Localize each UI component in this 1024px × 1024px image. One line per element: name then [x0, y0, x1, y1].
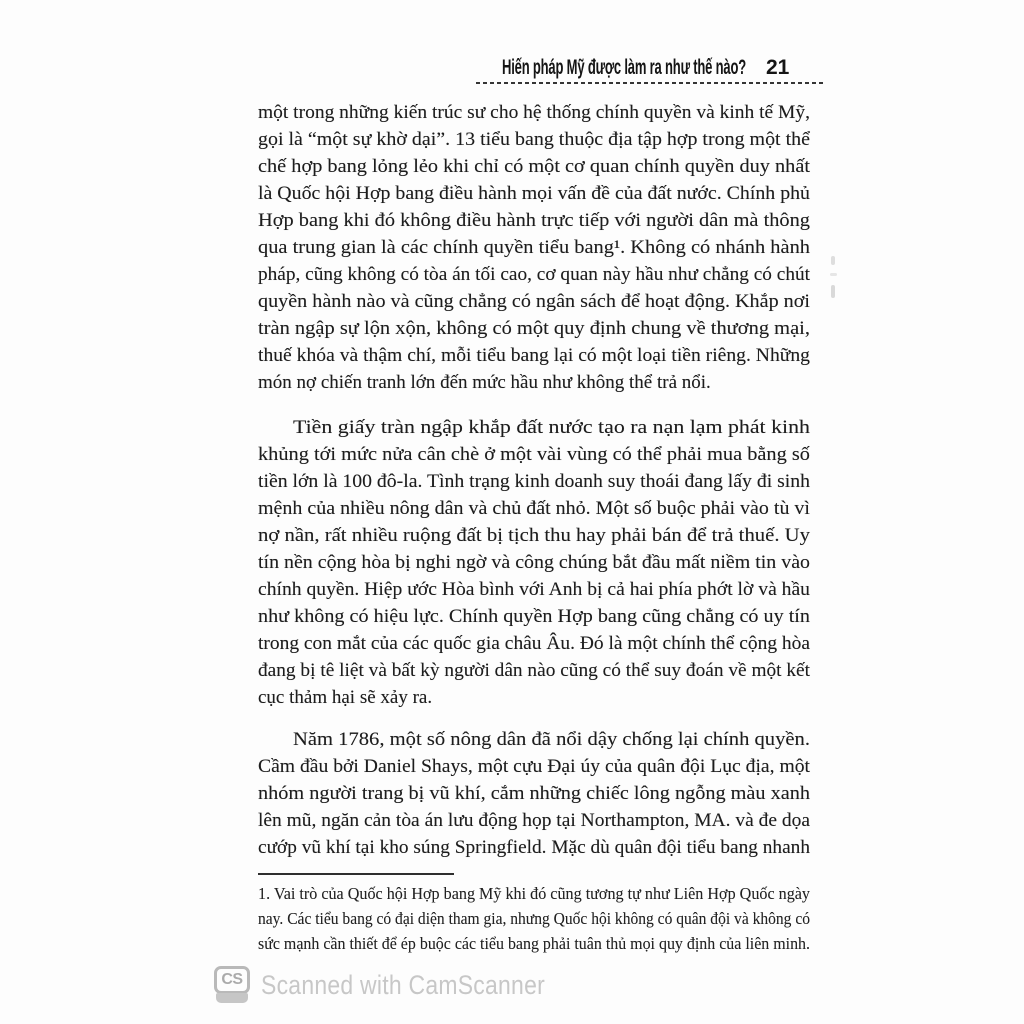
text-line	[258, 264, 810, 291]
paragraph	[258, 729, 810, 864]
text-line-content: như không có hiệu lực. Chính quyền Hợp bang cũng chẳng có uy tín	[258, 606, 810, 627]
text-line	[258, 756, 810, 783]
text-line	[258, 498, 810, 525]
text-line-content: nhóm người trang bị vũ khí, cắm những chiếc lông ngỗng màu xanh	[258, 783, 810, 804]
text-line-content: một trong những kiến trúc sư cho hệ thống chính quyền và kinh tế Mỹ,	[258, 102, 810, 123]
scan-artifact	[831, 256, 835, 265]
text-line	[258, 783, 810, 810]
text-line	[258, 810, 810, 837]
body-text-block	[258, 102, 810, 864]
text-line	[258, 318, 810, 345]
text-line	[258, 237, 810, 264]
text-line-content: khủng tới mức nửa cân chè ở một vài vùng có thể phải mua bằng số	[258, 444, 810, 465]
text-line	[258, 417, 810, 444]
text-line-content: tín nền cộng hòa bị nghi ngờ và công chúng bắt đầu mất niềm tin vào	[258, 552, 810, 573]
text-line	[258, 291, 810, 318]
text-line	[258, 372, 810, 399]
watermark-text	[261, 970, 545, 1002]
page-number: 21	[766, 56, 790, 79]
text-line-content: cướp vũ khí tại kho súng Springfield. Mặc dù quân đội tiểu bang nhanh	[258, 837, 810, 858]
text-line-content: là Quốc hội Hợp bang điều hành mọi vấn đề của đất nước. Chính phủ	[258, 183, 810, 204]
text-line-content: quyền hành nào và cũng chẳng có ngân sách để hoạt động. Khắp nơi	[258, 291, 810, 312]
text-line-content: Hợp bang khi đó không điều hành trực tiếp với người dân mà thông	[258, 210, 810, 231]
scan-artifact	[830, 273, 837, 276]
text-line-content: cục thảm hại sẽ xảy ra.	[258, 687, 433, 708]
camscanner-logo-base	[216, 993, 248, 1003]
text-line-content: thuế khóa và thậm chí, mỗi tiểu bang lại có một loại tiền riêng. Những	[258, 345, 810, 366]
text-line	[258, 837, 810, 864]
text-line	[258, 525, 810, 552]
paragraph	[258, 102, 810, 399]
footnote-line-content: sức mạnh cần thiết để ép buộc các tiểu bang phải tuân thủ mọi quy định của liên minh.	[258, 934, 810, 953]
text-line	[258, 102, 810, 129]
text-line	[258, 552, 810, 579]
text-line	[258, 633, 810, 660]
text-line-content: tiền lớn là 100 đô-la. Tình trạng kinh doanh suy thoái đang lấy đi sinh	[258, 471, 810, 492]
running-head-text: Hiến pháp Mỹ được làm ra như thế nào?	[502, 56, 746, 79]
footnote-line	[258, 884, 810, 909]
footnote-separator-rule	[258, 873, 454, 875]
footnote-line	[258, 934, 810, 959]
text-line	[258, 156, 810, 183]
text-line-content: nợ nần, rất nhiều ruộng đất bị tịch thu hay phải bán để trả thuế. Uy	[258, 525, 810, 546]
text-line	[258, 345, 810, 372]
text-line	[258, 210, 810, 237]
text-line-content: gọi là “một sự khờ dại”. 13 tiểu bang thuộc địa tập hợp trong một thể	[258, 129, 810, 150]
text-line	[258, 471, 810, 498]
footnote-block	[258, 884, 810, 959]
text-line	[258, 606, 810, 633]
header-dashed-rule	[476, 82, 823, 84]
text-line	[258, 183, 810, 210]
paragraph	[258, 417, 810, 714]
text-line-content: trong con mắt của các quốc gia châu Âu. Đó là một chính thể cộng hòa	[258, 633, 810, 654]
text-line-content: lên mũ, ngăn cản tòa án lưu động họp tại Northampton, MA. và đe dọa	[258, 810, 810, 831]
camscanner-logo-icon	[214, 966, 250, 1004]
text-line-content: món nợ chiến tranh lớn đến mức hầu như không thể trả nổi.	[258, 372, 711, 393]
text-line	[258, 579, 810, 606]
footnote-line-content: nay. Các tiểu bang có đại diện tham gia, nhưng Quốc hội không có quân đội và không có	[258, 909, 810, 928]
text-line-content: qua trung gian là các chính quyền tiểu bang¹. Không có nhánh hành	[258, 237, 810, 258]
camscanner-logo-letters: CS	[214, 966, 250, 994]
text-line	[258, 729, 810, 756]
text-line-content: chế hợp bang lỏng lẻo khi chỉ có một cơ quan chính quyền duy nhất	[258, 156, 810, 177]
text-line	[258, 129, 810, 156]
text-line-content: pháp, cũng không có tòa án tối cao, cơ quan này hầu như chẳng có chút	[258, 264, 810, 285]
footnote-line-content: 1. Vai trò của Quốc hội Hợp bang Mỹ khi đó cũng tương tự như Liên Hợp Quốc ngày	[258, 884, 810, 903]
text-line-content: mệnh của nhiều nông dân và chủ đất nhỏ. Một số buộc phải vào tù vì	[258, 498, 810, 519]
scan-artifact	[831, 285, 835, 298]
text-line-content: Tiền giấy tràn ngập khắp đất nước tạo ra nạn lạm phát kinh	[293, 417, 810, 438]
running-head-title	[502, 56, 746, 80]
text-line-content: Cầm đầu bởi Daniel Shays, một cựu Đại úy của quân đội Lục địa, một	[258, 756, 810, 777]
text-line	[258, 660, 810, 687]
text-line	[258, 444, 810, 471]
text-line-content: Năm 1786, một số nông dân đã nổi dậy chống lại chính quyền.	[293, 729, 810, 750]
text-line	[258, 687, 810, 714]
footnote-line	[258, 909, 810, 934]
text-line-content: tràn ngập sự lộn xộn, không có một quy định chung về thương mại,	[258, 318, 810, 339]
watermark-label: Scanned with CamScanner	[261, 970, 545, 1000]
text-line-content: đang bị tê liệt và bất kỳ người dân nào cũng có thể suy đoán về một kết	[258, 660, 810, 681]
text-line-content: chính quyền. Hiệp ước Hòa bình với Anh bị cả hai phía phớt lờ và hầu	[258, 579, 810, 600]
